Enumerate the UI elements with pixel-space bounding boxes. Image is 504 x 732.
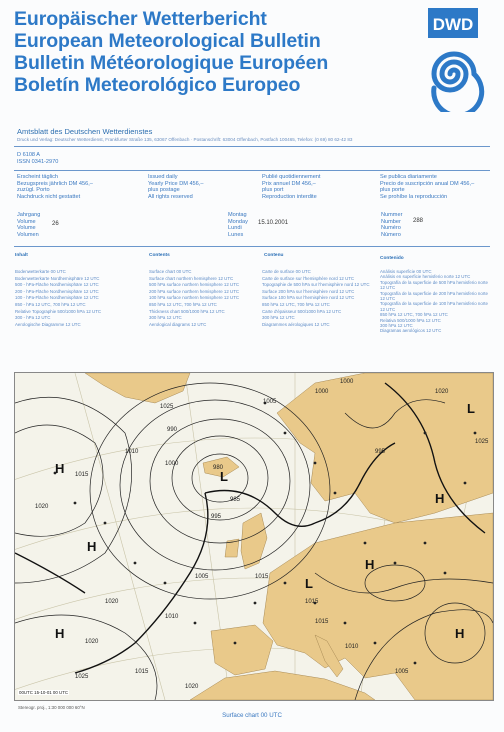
info-line: plus porte [380,187,405,194]
isobar-label: 1000 [165,461,179,467]
number-label: Numéro [381,225,401,232]
isobar-label: 1025 [475,439,489,445]
dwd-logo [414,6,492,112]
isobar-label: 995 [211,514,222,520]
contents-item: 850 hPa 12 UTC, 700 hPa 12 UTC [149,301,217,307]
contents-item: 500 - hPa-Fläche Nordhemisphäre 12 UTC [15,282,99,288]
low-pressure-center: L [305,576,313,591]
low-pressure-center: L [220,469,228,484]
title-es: Boletín Meteorológico Europeo [14,74,301,96]
ireland [225,539,239,557]
number-label: Número [381,231,401,238]
isobar-label: 1015 [75,472,89,478]
contents-item: 850 - hPa 12 UTC, 700 hPa 12 UTC [15,301,86,307]
volume-labels [17,212,40,238]
title-en: European Meteorological Bulletin [14,30,321,52]
info-line: Erscheint täglich [17,174,59,180]
contents-item: Aerological diagrams 12 UTC [149,321,207,327]
isobar-label: 1005 [395,669,409,675]
contents-item: 300 hPa 12 UTC [380,323,413,329]
issue-info-en [148,174,203,200]
issn: ISSN 0341-2970 [17,159,59,165]
contents-item: Bodenwetterkarte 00 UTC [15,269,66,274]
logo-swirl-icon [434,54,482,112]
map-caption: Surface chart 00 UTC [222,712,282,719]
isobar-label: 1010 [165,614,179,620]
isobar-label: 1010 [345,644,359,650]
issue-info-de [17,174,93,200]
contents-item: Surface 100 hPa sur l'hemisphère nord 12 UTC [262,295,355,301]
isobar-label: 1000 [315,389,329,395]
high-pressure-center: H [55,626,65,641]
contents-list-fr [262,269,370,328]
issue-info-es [380,174,474,200]
high-pressure-center: H [455,626,465,641]
contents-item: Análisis superficie 00 UTC [380,269,432,274]
info-line: plus postage [148,187,180,194]
contents-item: Thickness chart 500/1000 hPa 12 UTC [149,308,225,314]
day-label: Lunes [228,231,244,238]
info-line: Se prohíbe la reproducción [380,193,448,200]
info-line: Precio de suscripción anual DM 456,– [380,180,475,187]
info-line: Nachdruck nicht gestattet [17,193,81,200]
volume-value: 26 [52,221,59,227]
contents-item: Aerologische Diagramme 12 UTC [15,321,81,327]
contents-heading-en: Contents [149,253,170,258]
volume-label: Jahrgang [17,212,41,218]
low-pressure-center: L [467,401,475,416]
isobar-label: 1025 [160,404,174,410]
day-label: Monday [228,218,248,225]
isobar-label: 1015 [255,574,269,580]
contents-item: Topografía de la superficie de 500 hPa hemisferio norte 12 UTC [380,279,488,291]
isobar-label: 1015 [135,669,149,675]
high-pressure-center: H [55,461,65,476]
contents-item: 850 hPa 12 UTC, 700 hPa 12 UTC [380,312,448,318]
info-line: zuzügl. Porto [17,187,50,194]
date-value: 15.10.2001 [258,220,289,226]
volume-label: Volume [17,218,36,225]
contents-item: 300 hPa 12 UTC [149,315,182,321]
divider [14,146,490,147]
logo-text: DWD [432,15,474,34]
contents-item: Surface chart 00 UTC [149,269,192,274]
contents-item: Carte de surface sur l'hemisphère nord 12 UTC [262,275,355,281]
surface-chart-map [14,372,494,701]
contents-item: 300 - hPa 12 UTC [15,315,51,321]
issue-code: D 6108 A [17,152,41,158]
isobar-label: 985 [230,497,241,503]
contents-item: Topographie de 500 hPa sur l'hemisphère nord 12 UTC [262,282,370,288]
divider [14,246,490,247]
contents-list-en [149,269,239,328]
info-line: plus port [262,187,284,194]
contents-item: Topografía de la superficie de 200 hPa hemisferio norte 12 UTC [380,290,488,302]
info-line: Bezugspreis jährlich DM 456,– [17,180,93,187]
contents-item: Relative Topographie 500/1000 hPa 12 UTC [15,308,102,314]
number-label: Nummer [381,212,403,218]
info-line: Prix annuel DM 456,– [262,180,316,187]
day-label: Montag [228,212,247,218]
map-datetime-label: 00UTC 15-10-01 00 UTC [19,690,69,695]
info-line: All rights reserved [148,193,193,200]
day-labels [228,212,248,238]
contents-item: 100 - hPa-Fläche Nordhemisphäre 12 UTC [15,295,99,301]
contents-item: 200 hPa surface northern hemisphere 12 UTC [149,288,240,294]
isobar-label: 1020 [185,684,199,690]
isobar-label: 1020 [35,504,49,510]
weather-map-svg [15,373,493,700]
isobar-label: 1020 [85,639,99,645]
isobar-label: 1005 [263,399,277,405]
number-value: 288 [413,218,424,224]
contents-list-de [15,269,101,328]
info-line: Yearly Price DM 456,– [148,180,204,187]
contents-item: 200 - hPa-Fläche Nordhemisphäre 12 UTC [15,288,99,294]
isobar-label: 1025 [75,674,89,680]
info-line: Se publica diariamente [380,174,437,180]
contents-heading-es: Contenido [380,256,404,261]
number-labels [381,212,402,238]
isobar-label: 995 [375,449,386,455]
title-de: Europäischer Wetterbericht [14,8,267,30]
contents-item: Diagramas aerológicos 12 UTC [380,328,442,334]
isobar-label: 1000 [340,379,354,385]
divider [14,170,490,171]
contents-item: 500 hPa surface northern hemisphere 12 UTC [149,282,240,288]
volume-label: Volume [17,225,36,232]
isobar-label: 1015 [315,619,329,625]
contents-item: Relativa 500/1000 hPa 12 UTC [380,317,441,323]
high-pressure-center: H [435,491,445,506]
contents-item: Topografía de la superficie de 100 hPa hemisferio norte 12 UTC [380,301,488,312]
isobar-label: 1020 [105,599,119,605]
contents-item: Carte d'épaisseur 500/1000 hPa 12 UTC [262,308,342,314]
day-label: Lundi [228,225,242,232]
isobar-label: 1020 [435,389,449,395]
volume-label: Volumen [17,231,39,238]
contents-heading-fr: Contenu [264,253,284,258]
contents-item: Surface chart northern hemisphere 12 UTC [149,275,234,281]
amtsblatt-line: Amtsblatt des Deutschen Wetterdienstes [17,127,153,136]
high-pressure-center: H [365,557,375,572]
isobar-label: 1015 [305,599,319,605]
title-block [14,8,328,96]
info-line: Publié quotidiennement [262,174,321,180]
isobar-label: 980 [213,465,224,471]
publisher-line: Druck und Verlag: Deutscher Wetterdienst, Frankfurter Straße 135, 63067 Offenbach · Postanschrift: 63004 Offenbach, Postfach 100465, Telefon: (0 69) 80 62-42 83 [17,137,353,142]
contents-item: Surface 200 hPa sur l'hemisphère nord 12 UTC [262,288,355,294]
number-label: Number [381,218,401,225]
high-pressure-center: H [87,539,97,554]
contents-list-es [380,269,492,334]
contents-item: 300 hPa 12 UTC [262,315,295,321]
contents-item: 100 hPa surface northern hemisphere 12 UTC [149,295,240,301]
contents-item: Diagrammes aérologiques 12 UTC [262,321,330,327]
isobar-label: 1005 [195,574,209,580]
info-line: Reproduction interdite [262,193,317,200]
contents-item: 850 hPa 12 UTC, 700 hPa 12 UTC [262,301,330,307]
contents-heading-de: Inhalt [15,253,28,258]
title-fr: Bulletin Météorologique Européen [14,52,329,74]
info-line: Issued daily [148,174,178,180]
contents-item: Carte de surface 00 UTC [262,269,311,274]
contents-item: Bodenwetterkarte Nordhemisphäre 12 UTC [15,275,100,281]
issue-info-fr [262,174,320,200]
isobar-label: 1010 [125,449,139,455]
isobar-label: 990 [167,427,178,433]
contents-item: Análisis en superficie hemisferio norte 12 UTC [380,274,471,280]
projection-note: Stereogr. proj., 1:30 000 000 60°N [18,705,85,710]
